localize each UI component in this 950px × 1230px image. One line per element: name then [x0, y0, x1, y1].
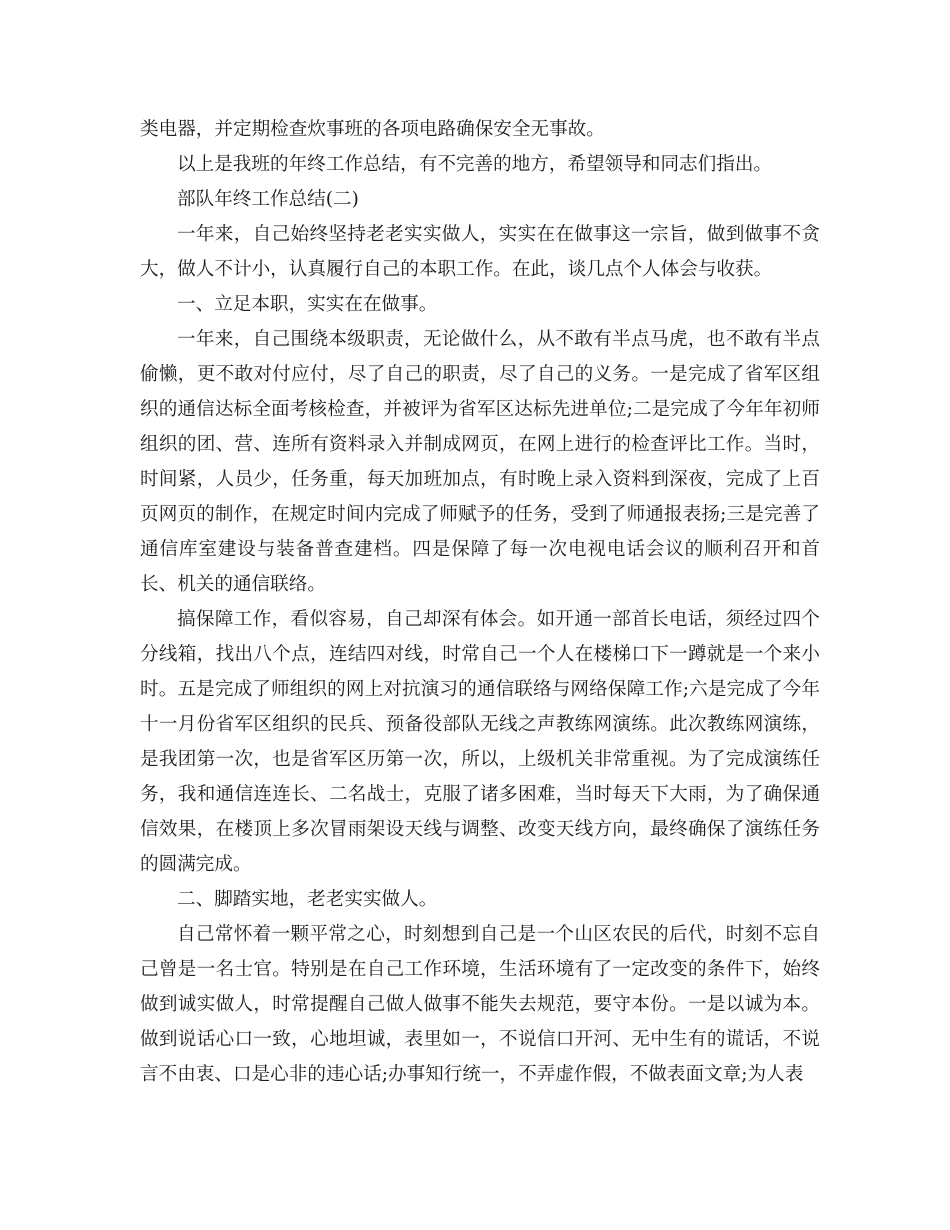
- paragraph-intro: 一年来，自己始终坚持老老实实做人，实实在在做事这一宗旨，做到做事不贪大，做人不计小，认真履行自己的本职工作。在此，谈几点个人体会与收获。: [140, 224, 820, 280]
- paragraph-support-work: 搞保障工作，看似容易，自己却深有体会。如开通一部首长电话，须经过四个分线箱，找出八个点，连结四对线，时常自己一个人在楼梯口下一蹲就是一个来小时。五是完成了师组织的网上对抗演习的通信联络与网络保障工作;六是完成了今年十一月份省军区组织的民兵、预备役部队无线之声教练网演练。此次教练网演练，是我团第一次，也是省军区历第一次，所以，上级机关非常重视。为了完成演练任务，我和通信连连长、二名战士，克服了诸多困难，当时每天下大雨，为了确保通信效果，在楼顶上多次冒雨架设天线与调整、改变天线方向，最终确保了演练任务的圆满完成。: [140, 609, 820, 875]
- paragraph-integrity: 自己常怀着一颗平常之心，时刻想到自己是一个山区农民的后代，时刻不忘自己曾是一名士官。特别是在自己工作环境，生活环境有了一定改变的条件下，始终做到诚实做人，时常提醒自己做人做事不能失去规范，要守本份。一是以诚为本。做到说话心口一致，心地坦诚，表里如一，不说信口开河、无中生有的谎话，不说言不由衷、口是心非的违心话;办事知行统一，不弄虚作假，不做表面文章;为人表: [140, 924, 820, 1085]
- heading-one: 一、立足本职，实实在在做事。: [177, 294, 438, 315]
- paragraph-2: 以上是我班的年终工作总结，有不完善的地方，希望领导和同志们指出。: [177, 154, 773, 175]
- paragraph-1: 类电器，并定期检查炊事班的各项电路确保安全无事故。: [140, 119, 605, 140]
- document-body: [140, 112, 820, 1092]
- paragraph-duties: 一年来，自己围绕本级职责，无论做什么，从不敢有半点马虎，也不敢有半点偷懒，更不敢对付应付，尽了自己的职责，尽了自己的义务。一是完成了省军区组织的通信达标全面考核检查，并被评为省军区达标先进单位;二是完成了今年年初师组织的团、营、连所有资料录入并制成网页，在网上进行的检查评比工作。当时，时间紧，人员少，任务重，每天加班加点，有时晚上录入资料到深夜，完成了上百页网页的制作，在规定时间内完成了师赋予的任务，受到了师通报表扬;三是完善了通信库室建设与装备普查建档。四是保障了每一次电视电话会议的顺利召开和首长、机关的通信联络。: [140, 329, 820, 595]
- section-title: 部队年终工作总结(二): [177, 189, 359, 210]
- heading-two: 二、脚踏实地，老老实实做人。: [177, 889, 438, 910]
